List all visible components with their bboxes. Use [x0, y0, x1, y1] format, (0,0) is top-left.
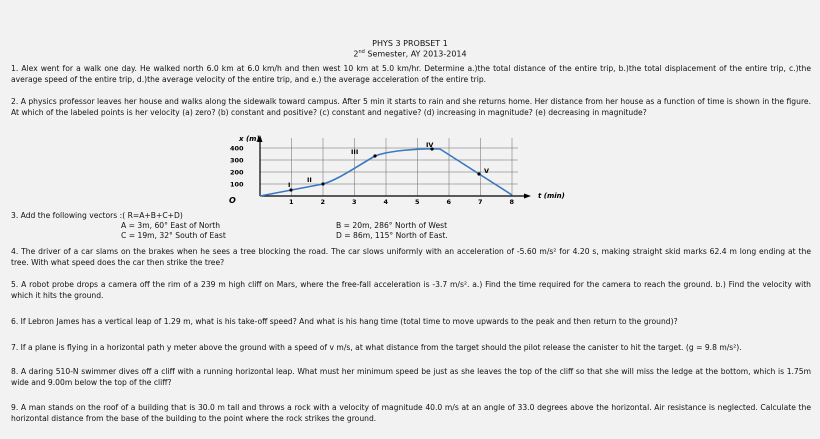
- origin-label: O: [229, 196, 236, 204]
- point-V-marker: [477, 172, 480, 175]
- y-tick-100: 100: [230, 180, 244, 189]
- distance-time-graph: [225, 134, 605, 204]
- document-header: [0, 39, 820, 59]
- point-III-label: III: [351, 148, 359, 156]
- question-4: 4. The driver of a car slams on the brakes when he sees a tree blocking the road. The car slows uniformly with an acceleration of -5.60 m/s² for 4.20 s, making straight skid marks 62.4 m long ending at the tree. With what speed does the car then strike the tree?: [11, 247, 811, 267]
- point-I-label: I: [288, 181, 291, 189]
- x-tick-7: 7: [478, 198, 483, 204]
- x-tick-4: 4: [383, 198, 389, 204]
- x-tick-5: 5: [415, 198, 420, 204]
- question-3: 3. Add the following vectors :( R=A+B+C+D): [11, 211, 183, 220]
- y-axis-label: x (m): [239, 135, 260, 143]
- x-axis-label: t (min): [538, 192, 565, 200]
- point-II-label: II: [307, 176, 312, 184]
- x-axis-arrow: [524, 194, 531, 199]
- question-8: 8. A daring 510-N swimmer dives off a cliff with a running horizontal leap. What must her minimum speed be just as she leaves the top of the cliff so that she will miss the ledge at the bottom, which is 1.75m wide and 9.00m below the top of the cliff?: [11, 367, 811, 387]
- x-tick-1: 1: [289, 198, 294, 204]
- vector-a: A = 3m, 60° East of North: [121, 221, 221, 230]
- question-5: 5. A robot probe drops a camera off the rim of a 239 m high cliff on Mars, where the free-fall acceleration is -3.7 m/s². a.) Find the time required for the camera to reach the ground. b.) Find the velocity with which it hits the ground.: [11, 280, 811, 300]
- point-V-label: V: [484, 167, 490, 175]
- y-tick-400: 400: [230, 144, 244, 153]
- point-II-marker: [321, 182, 324, 185]
- vector-d: D = 86m, 115° North of East.: [336, 231, 448, 240]
- semester-line: [0, 48, 820, 59]
- question-6: 6. If Lebron James has a vertical leap of 1.29 m, what is his take-off speed? And what is his hang time (total time to move upwards to the peak and then return to the ground)?: [11, 317, 678, 326]
- semester-text: Semester, AY 2013-2014: [364, 49, 467, 59]
- x-tick-3: 3: [352, 198, 357, 204]
- x-tick-8: 8: [509, 198, 515, 204]
- question-2: 2. A physics professor leaves her house and walks along the sidewalk toward campus. After 5 min it starts to rain and she returns home. Her distance from her house as a function of time is shown in the figure. At which of the labeled points is her velocity (a) zero? (b) constant and positive? (c) constant and negative? (d) increasing in magnitude? (e) decreasing in magnitude?: [11, 97, 811, 117]
- vector-c: C = 19m, 32° South of East: [121, 231, 226, 240]
- question-9: 9. A man stands on the roof of a building that is 30.0 m tall and throws a rock with a velocity of magnitude 40.0 m/s at an angle of 33.0 degrees above the horizontal. Air resistance is neglected. Calculate the horizontal distance from the base of the building to the point where the rock strikes the ground.: [11, 403, 811, 423]
- x-tick-2: 2: [320, 198, 326, 204]
- semester-superscript: nd: [358, 49, 365, 55]
- x-tick-6: 6: [446, 198, 452, 204]
- y-tick-300: 300: [230, 156, 244, 165]
- point-III-marker: [373, 154, 376, 157]
- document-title: PHYS 3 PROBSET 1: [372, 39, 448, 48]
- point-IV-label: IV: [426, 141, 434, 149]
- y-tick-200: 200: [230, 168, 244, 177]
- question-1: 1. Alex went for a walk one day. He walked north 6.0 km at 6.0 km/h and then west 10 km at 5.0 km/hr. Determine a.)the total distance of the entire trip, b.)the total displacement of the entire trip, c.)the average speed of the entire trip, d.)the average velocity of the entire trip, and e.) the average acceleration of the entire trip.: [11, 64, 811, 84]
- semester-number: 2: [353, 49, 359, 59]
- vector-b: B = 20m, 286° North of West: [336, 221, 448, 230]
- question-7: 7. If a plane is flying in a horizontal path y meter above the ground with a speed of v m/s, at what distance from the target should the pilot release the canister to hit the target. (g = 9.8 m/s²).: [11, 343, 742, 352]
